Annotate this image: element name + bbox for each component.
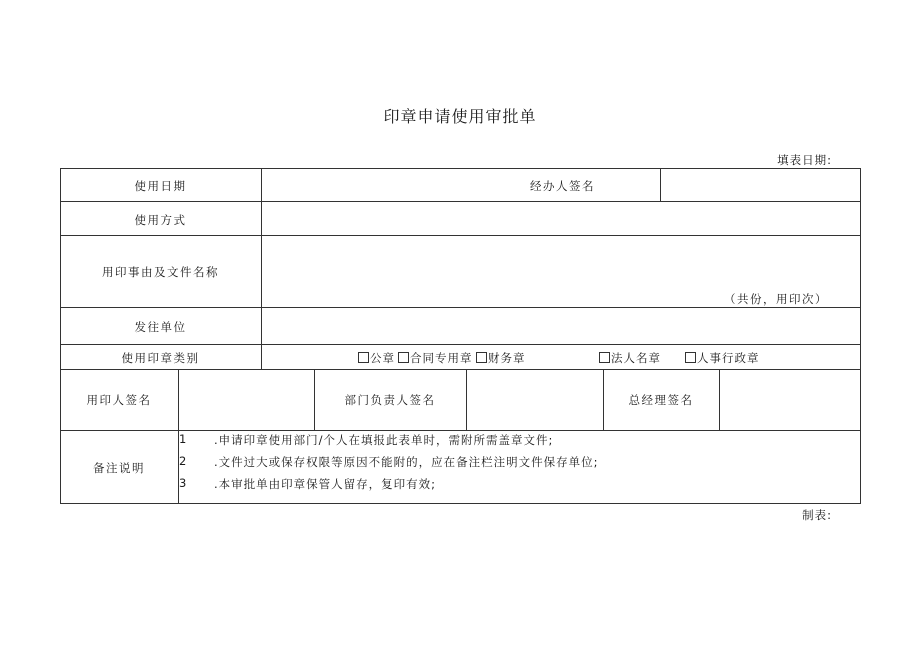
checkbox-icon[interactable] (476, 352, 487, 363)
reason-file-label: 用印事由及文件名称 (102, 265, 219, 279)
seal-option-hr-admin[interactable]: 人事行政章 (685, 350, 760, 366)
note-number: 3 (179, 476, 187, 490)
seal-option-contract[interactable]: 合同专用章 (398, 350, 473, 366)
use-method-label: 使用方式 (134, 213, 187, 227)
checkbox-icon[interactable] (398, 352, 409, 363)
checkbox-icon[interactable] (685, 352, 696, 363)
seal-option-finance[interactable]: 财务章 (476, 350, 526, 366)
page-title: 印章申请使用审批单 (383, 107, 537, 126)
seal-type-label: 使用印章类别 (121, 351, 200, 365)
gm-sign-label: 总经理签名 (628, 393, 694, 407)
note-text: .申请印章使用部门/个人在填报此表单时，需附所需盖章文件; (214, 433, 554, 447)
dept-head-sign-label: 部门负责人签名 (344, 393, 436, 407)
note-number: 2 (179, 454, 187, 468)
checkbox-icon[interactable] (358, 352, 369, 363)
stamp-person-sign-label: 用印人签名 (86, 393, 152, 407)
maker-label: 制表: (802, 508, 832, 522)
note-text: .文件过大或保存权限等原因不能附的，应在备注栏注明文件保存单位; (214, 455, 599, 469)
seal-option-legal-person[interactable]: 法人名章 (599, 350, 661, 366)
send-unit-label: 发往单位 (134, 320, 187, 334)
use-date-label: 使用日期 (134, 179, 187, 193)
note-text: .本审批单由印章保管人留存，复印有效; (214, 477, 437, 491)
handler-signature-label: 经办人签名 (530, 179, 595, 193)
seal-option-official[interactable]: 公章 (358, 350, 395, 366)
fill-date-label: 填表日期: (777, 153, 832, 167)
checkbox-icon[interactable] (599, 352, 610, 363)
copies-note: （共份，用印次） (724, 292, 828, 306)
note-number: 1 (179, 432, 187, 446)
remarks-label: 备注说明 (93, 461, 145, 475)
